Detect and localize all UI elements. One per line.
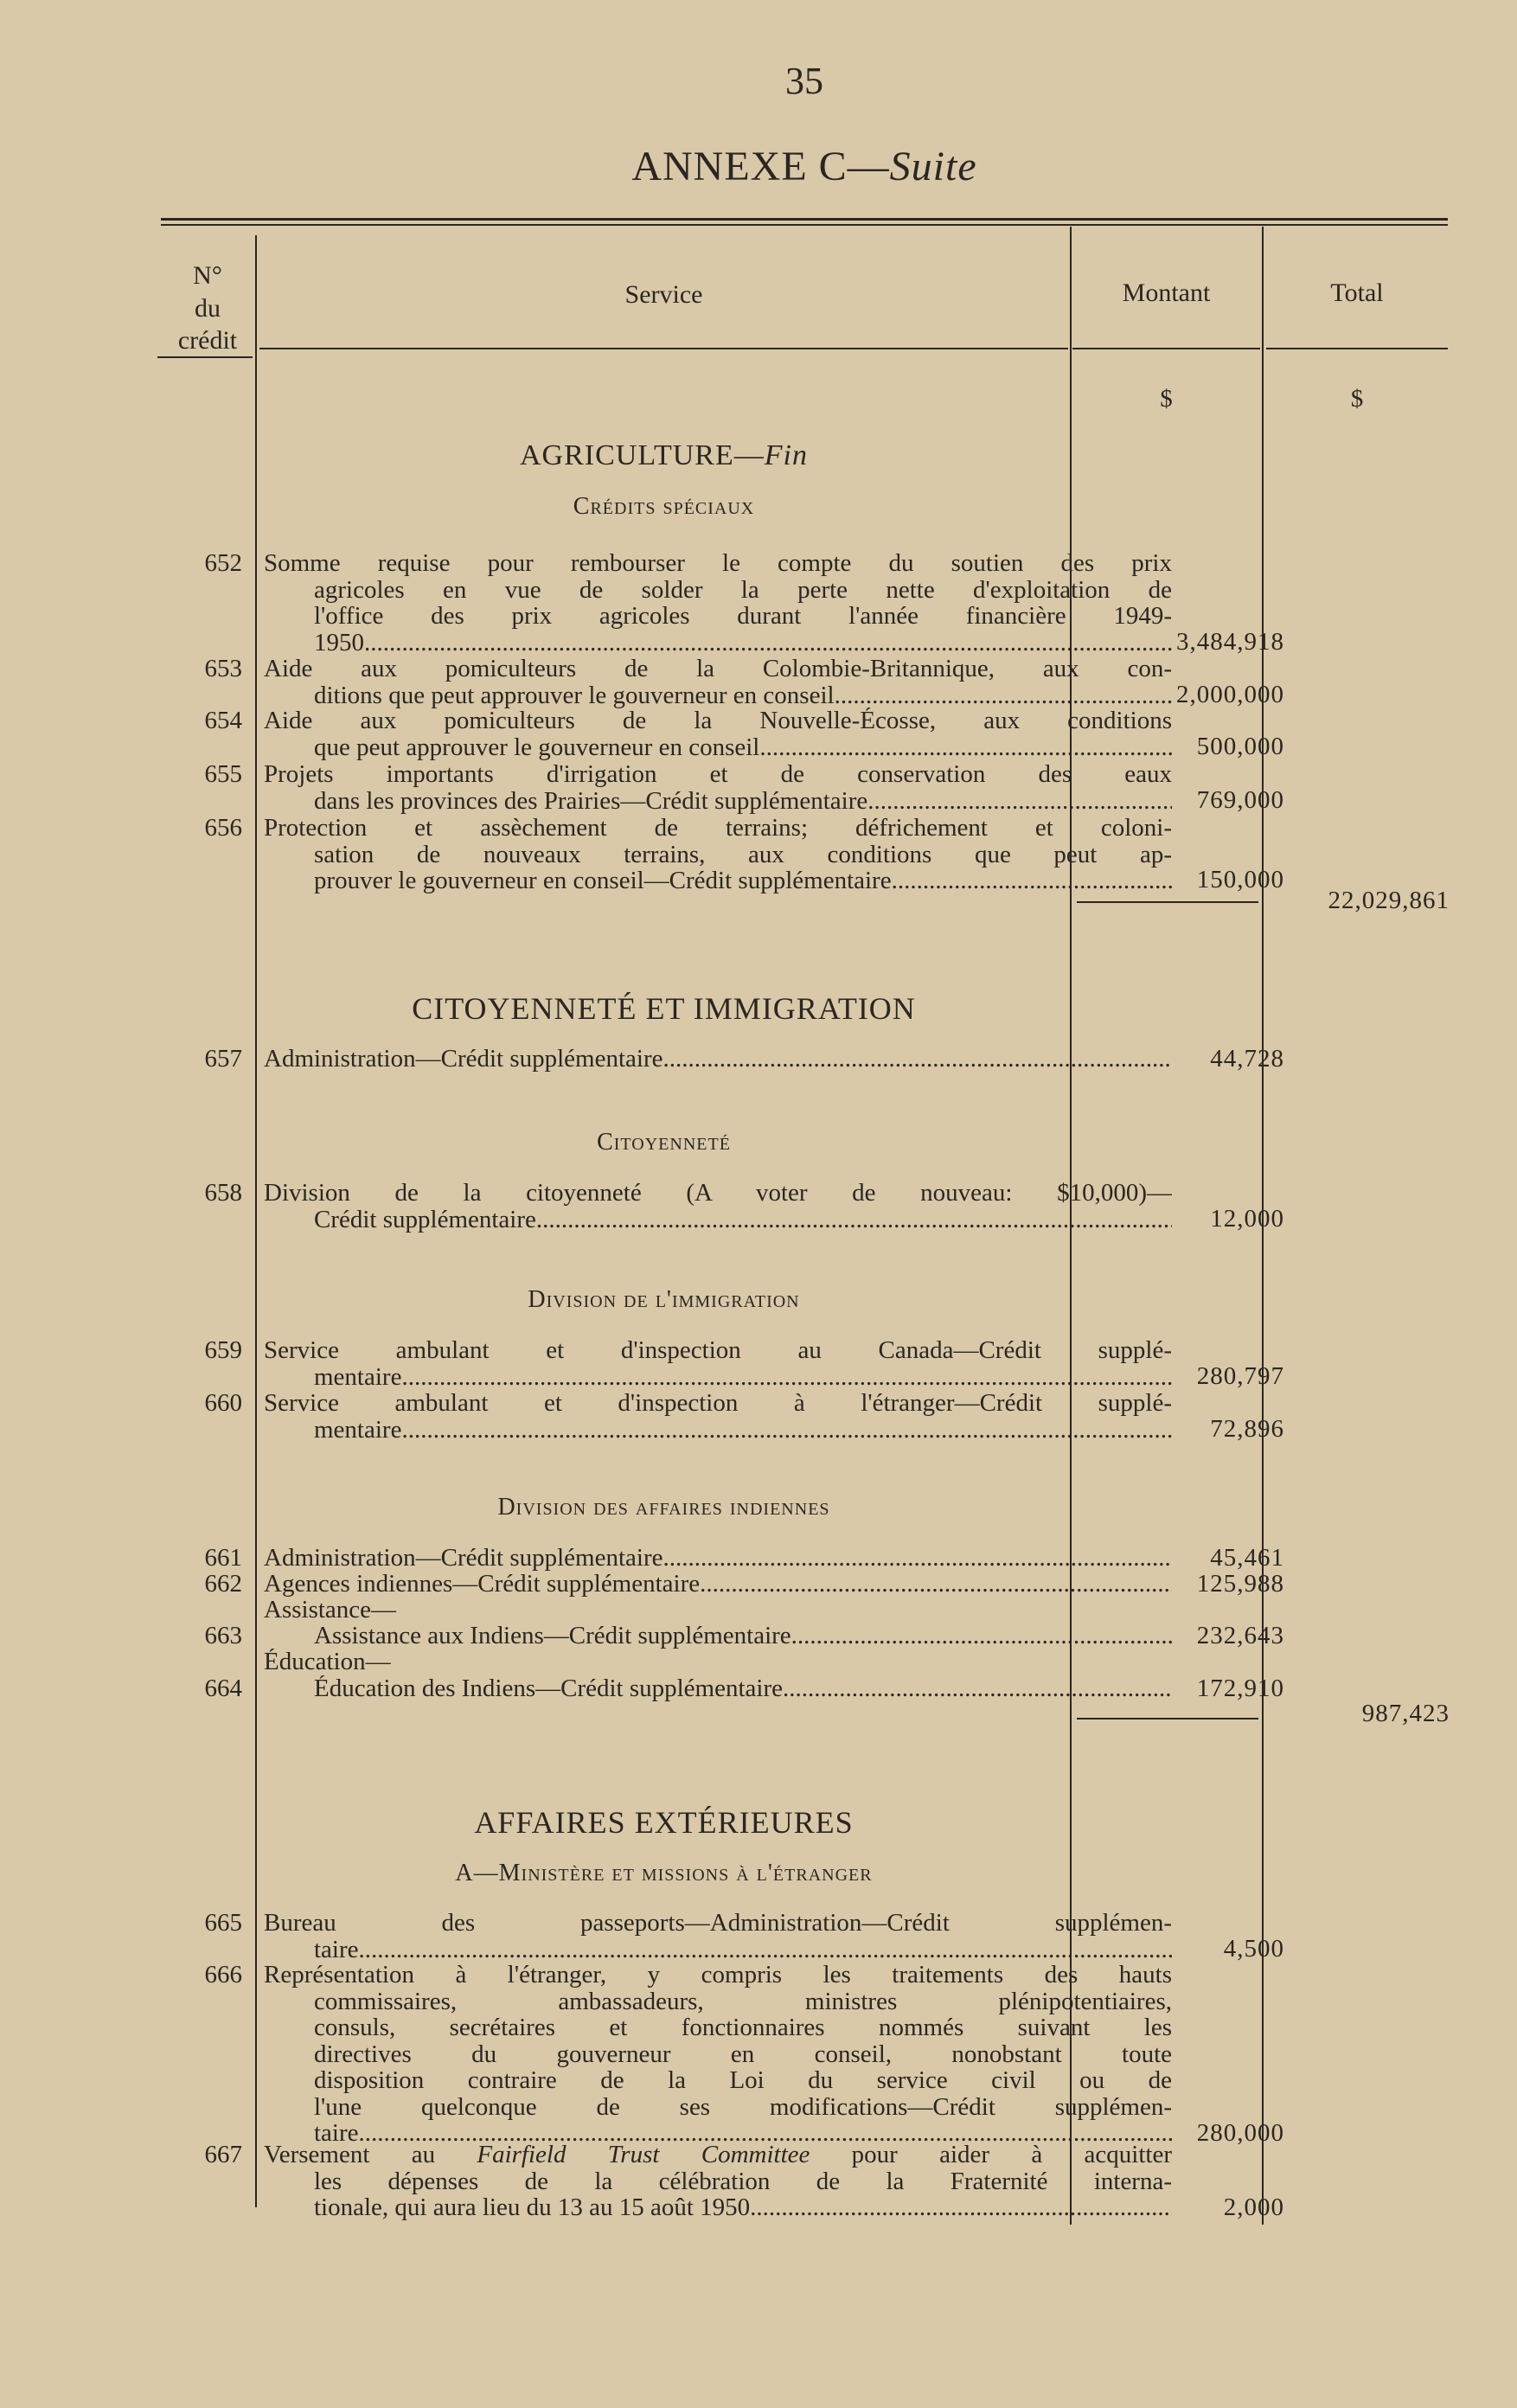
amount: 769,000 (1196, 786, 1284, 814)
header-rule-service (259, 348, 1068, 349)
top-rule-thin (161, 224, 1448, 226)
subsection-citoyennete: Citoyenneté (597, 1129, 731, 1156)
amount: 280,797 (1196, 1362, 1284, 1390)
total-agriculture: 22,029,861 (1328, 887, 1450, 914)
amount: 280,000 (1196, 2119, 1284, 2147)
amount: 150,000 (1196, 866, 1284, 893)
amount: 72,896 (1210, 1415, 1284, 1443)
amount: 45,461 (1210, 1544, 1284, 1572)
subsection-ministere-missions: A—Ministère et missions à l'étranger (455, 1860, 873, 1886)
subsection-division-immigration: Division de l'immigration (528, 1286, 800, 1313)
subtotal-rule-agriculture (1077, 901, 1258, 903)
header-rule-amount (1072, 348, 1260, 349)
section-affaires-exterieures: AFFAIRES EXTÉRIEURES (474, 1805, 854, 1840)
total-citizenship: 987,423 (1361, 1700, 1450, 1727)
amount: 12,000 (1210, 1205, 1284, 1233)
page-number: 35 (785, 60, 823, 102)
column-divider-num (255, 235, 257, 2207)
currency-amount: $ (1160, 385, 1173, 413)
amount: 500,000 (1196, 733, 1284, 760)
amount: 44,728 (1210, 1045, 1284, 1073)
header-total: Total (1330, 279, 1384, 307)
amount: 2,000 (1223, 2193, 1284, 2221)
section-agriculture: AGRICULTURE—Fin (520, 439, 808, 471)
subsection-affaires-indiennes: Division des affaires indiennes (497, 1494, 830, 1521)
amount: 4,500 (1223, 1935, 1284, 1963)
document-page: 35 ANNEXE C—Suite N° du crédit Service Montant Total $ $ AGRICULTURE—Fin Crédits spéciaux 652 Somme requise pour rembourser le compte du soutien des prix agricoles en vue de solder la perte nette d'exploitation de l'office des prix agricoles durant l'année financière 1949- 1950 ..... 3,484,918 653 Aide aux pomiculteurs de la Colombie-Britannique, aux con- ditions que peut approuver le gouverneur en conseil ..... 2,000,000 654 Aide aux pomiculteurs de la Nouvelle-Écosse, aux conditions que peut approuver le gouverneur en conseil ..... 500,000 655 Projets importants d'irrigation et de conservation des eaux dans les provinces des Prairies—Crédit supplémentaire ..... 769,000 656 Protection et assèchement de terrains; défrichement et coloni- sation de nouveaux terrains, aux conditions que peut ap- prouver le gouverneur en conseil—Crédit supplémentaire ..... 150,000 22,029,861 CITOYENNETÉ ET IMMIGRATION 657 Administration—Crédit supplémentaire ..... 44,728 Citoyenneté 658 Division de la citoyenneté (A voter de nouveau: $10,000)— Crédit supplémentaire ..... 12,000 Division de l'immigration 659 Service ambulant et d'inspection au Canada—Crédit supplé- mentaire ..... 280,797 660 Service ambulant et d'inspection à l'étranger—Crédit supplé- mentaire ..... 72,896 Division des affaires indiennes 661 Administration—Crédit supplémentaire ..... 45,461 662 Agences indiennes—Crédit supplémentaire ..... 125,988 Assistance— 663 Assistance aux Indiens—Crédit supplémentaire ..... 232,643 Éducation— 664 Éducation des Indiens—Crédit supplémentaire ..... 172,910 987,423 AFFAIRES EXTÉRIEURES A—Ministère et missions à l'étranger 665 Bureau des passeports—Administration—Crédit supplémen- taire ..... 4,500 666 Représentation à l'étranger, y compris les traitements des hauts commissaires, ambassadeurs, ministres plénipotentiaires, consuls, secrétaires et fonctionnaires nommés suivant les directives du gouverneur en conseil, nonobstant toute disposition contraire de la Loi du service civil ou de l'une quelconque de ses modifications—Crédit supplémen- taire ..... 280,000 667 Versement au Fairfield Trust Committee pour aider à acquitter les dépenses de la célébration de la Fraternité interna- tionale, qui aura lieu du 13 au 15 août 1950 ..... 2,000 (0, 0, 1517, 2408)
amount: 3,484,918 (1176, 628, 1284, 656)
header-credit-no: N° du crédit (177, 261, 238, 355)
top-rule (161, 218, 1448, 221)
amount: 232,643 (1196, 1622, 1284, 1649)
amount: 2,000,000 (1176, 681, 1284, 708)
section-citoyennete-immigration: CITOYENNETÉ ET IMMIGRATION (412, 991, 916, 1026)
page-title: ANNEXE C—Suite (631, 144, 977, 189)
header-amount: Montant (1122, 279, 1211, 307)
amount: 172,910 (1196, 1675, 1284, 1702)
amount: 125,988 (1196, 1570, 1284, 1598)
header-rule-total (1266, 348, 1448, 349)
subtotal-rule-citizenship (1077, 1718, 1258, 1720)
header-service: Service (624, 280, 703, 309)
currency-total: $ (1350, 385, 1364, 413)
subsection-credits-speciaux: Crédits spéciaux (573, 493, 755, 520)
